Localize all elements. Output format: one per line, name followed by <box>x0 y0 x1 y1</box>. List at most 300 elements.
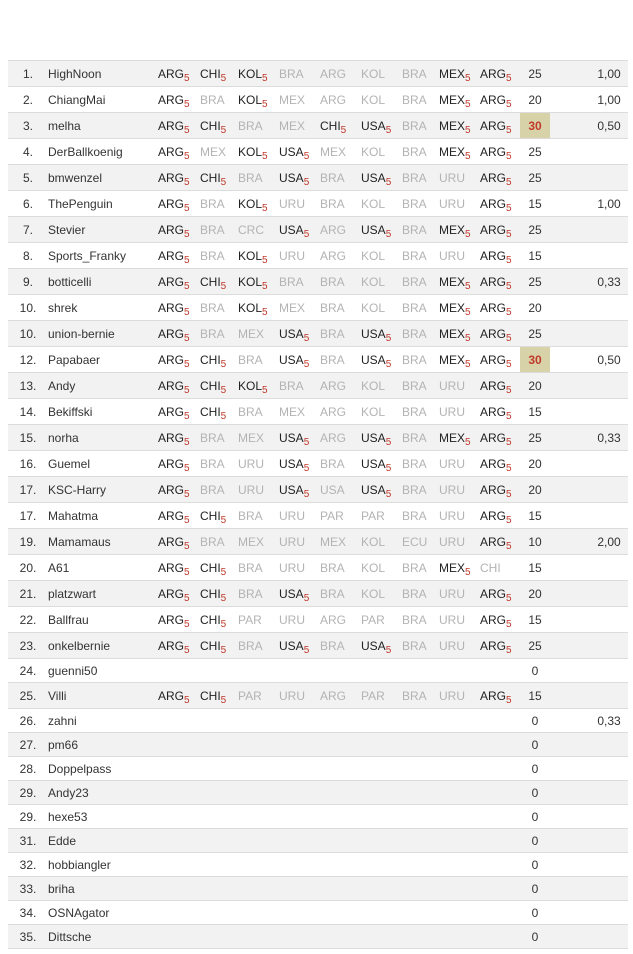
tip-cell <box>238 87 279 113</box>
table-row <box>8 347 628 373</box>
ranking-table-wrapper <box>8 60 628 949</box>
tip-points: 5 <box>220 514 227 526</box>
tip-points: 5 <box>262 306 268 318</box>
tip-country: BRA <box>238 586 263 601</box>
tip-points: 5 <box>184 176 190 188</box>
tip-points: 5 <box>385 436 392 448</box>
tip-points: 5 <box>220 592 227 604</box>
round-points: 25 <box>528 170 542 185</box>
tip-cell <box>320 529 361 555</box>
tip-country: BRA <box>320 196 345 211</box>
tip-cell <box>279 113 320 139</box>
tip-country: BRA <box>402 638 427 653</box>
tip-points: 5 <box>506 306 512 318</box>
tip-cell <box>279 853 320 877</box>
tip-country: BRA <box>402 300 427 315</box>
tip-country: ARG <box>480 456 507 471</box>
tip-cell <box>158 61 200 87</box>
tip-country: BRA <box>320 456 345 471</box>
tip-cell <box>361 61 402 87</box>
tip-cell <box>361 709 402 733</box>
tip-cell <box>279 425 320 451</box>
tip-cell <box>361 581 402 607</box>
player-name: Ballfrau <box>48 612 89 627</box>
tip-cell <box>238 61 279 87</box>
tip-country: BRA <box>402 508 427 523</box>
tip-country: ARG <box>158 508 185 523</box>
tip-country: URU <box>279 688 305 703</box>
tip-points: 5 <box>506 72 512 84</box>
table-row <box>8 757 628 781</box>
spacer-cell <box>550 757 590 781</box>
tip-country: ARG <box>480 170 507 185</box>
bonus-points <box>590 243 628 269</box>
tip-points: 5 <box>184 358 190 370</box>
tip-cell <box>320 87 361 113</box>
tip-country: PAR <box>361 688 385 703</box>
table-row <box>8 709 628 733</box>
tip-cell <box>238 165 279 191</box>
tip-country: URU <box>439 586 465 601</box>
bonus-points <box>590 683 628 709</box>
table-row <box>8 425 628 451</box>
tip-cell <box>439 659 480 683</box>
tip-cell <box>279 373 320 399</box>
tip-country: ARG <box>480 508 507 523</box>
tip-country: URU <box>439 404 465 419</box>
tip-cell <box>402 399 439 425</box>
tip-country: ARG <box>158 688 185 703</box>
tip-country: BRA <box>238 404 263 419</box>
tip-points: 5 <box>506 176 512 188</box>
table-row <box>8 529 628 555</box>
tip-cell <box>200 581 238 607</box>
round-points: 0 <box>531 857 539 872</box>
bonus-points <box>590 295 628 321</box>
tip-points: 5 <box>303 436 310 448</box>
table-row <box>8 659 628 683</box>
tip-cell <box>439 373 480 399</box>
player-name: union-bernie <box>48 326 115 341</box>
tip-cell <box>200 805 238 829</box>
tip-points: 5 <box>303 150 310 162</box>
tip-country: ARG <box>480 534 507 549</box>
tip-cell <box>361 295 402 321</box>
tip-points: 5 <box>184 488 190 500</box>
table-row <box>8 503 628 529</box>
tip-cell <box>361 853 402 877</box>
tip-cell <box>158 165 200 191</box>
tip-cell <box>200 757 238 781</box>
tip-points: 5 <box>506 358 512 370</box>
round-points: 20 <box>528 92 542 107</box>
tip-points: 5 <box>184 98 190 110</box>
player-name: pm66 <box>48 737 79 752</box>
tip-country: BRA <box>402 456 427 471</box>
tip-cell <box>158 709 200 733</box>
tip-country: BRA <box>238 638 263 653</box>
tip-country: ARG <box>158 170 185 185</box>
tip-cell <box>158 321 200 347</box>
tip-cell <box>320 243 361 269</box>
table-row <box>8 805 628 829</box>
round-points: 0 <box>531 881 539 896</box>
tip-cell <box>480 877 520 901</box>
tip-cell <box>158 805 200 829</box>
tip-points: 5 <box>184 592 190 604</box>
tip-country: BRA <box>402 170 427 185</box>
tip-cell <box>158 555 200 581</box>
tip-country: CRC <box>238 222 264 237</box>
tip-points: 5 <box>184 72 190 84</box>
tip-cell <box>439 61 480 87</box>
bonus-points <box>590 901 628 925</box>
rank-cell: 15. <box>19 430 37 445</box>
spacer-cell <box>550 321 590 347</box>
tip-cell <box>402 877 439 901</box>
table-row <box>8 925 628 949</box>
tip-points: 5 <box>465 436 471 448</box>
tip-country: ARG <box>158 534 185 549</box>
rank-cell: 27. <box>19 737 37 752</box>
tip-cell <box>238 757 279 781</box>
tip-cell <box>439 87 480 113</box>
tip-cell <box>238 269 279 295</box>
tip-points: 5 <box>262 202 268 214</box>
tip-country: BRA <box>238 170 263 185</box>
round-points: 15 <box>528 248 542 263</box>
tip-cell <box>200 451 238 477</box>
tip-country: KOL <box>361 378 386 393</box>
tip-cell <box>320 555 361 581</box>
tip-cell <box>238 451 279 477</box>
tip-cell <box>238 877 279 901</box>
tip-points: 5 <box>465 280 471 292</box>
tip-cell <box>200 217 238 243</box>
tip-cell <box>158 581 200 607</box>
tip-points: 5 <box>220 358 227 370</box>
tip-cell <box>158 925 200 949</box>
tip-country: CHI <box>200 638 221 653</box>
tip-cell <box>279 709 320 733</box>
tip-country: BRA <box>320 274 345 289</box>
spacer-cell <box>550 503 590 529</box>
player-name: Mamamaus <box>48 534 111 549</box>
rank-cell: 2. <box>22 92 33 107</box>
tip-cell <box>200 425 238 451</box>
tip-cell <box>320 781 361 805</box>
player-name: Stevier <box>48 222 86 237</box>
tip-country: BRA <box>402 92 427 107</box>
tip-points: 5 <box>385 358 392 370</box>
rank-cell: 29. <box>19 809 37 824</box>
tip-country: BRA <box>320 326 345 341</box>
tip-country: ARG <box>158 118 185 133</box>
tip-points: 5 <box>506 436 512 448</box>
rank-cell: 3. <box>22 118 33 133</box>
bonus-points <box>590 555 628 581</box>
tip-points: 5 <box>465 306 471 318</box>
tip-cell <box>200 139 238 165</box>
tip-country: BRA <box>320 560 345 575</box>
tip-cell <box>439 269 480 295</box>
tip-cell <box>279 243 320 269</box>
tip-country: KOL <box>238 274 263 289</box>
tip-cell <box>200 165 238 191</box>
tip-country: USA <box>361 118 386 133</box>
tip-cell <box>320 877 361 901</box>
tip-points: 5 <box>184 332 190 344</box>
rank-cell: 25. <box>19 688 37 703</box>
tip-country: MEX <box>439 144 466 159</box>
tip-country: MEX <box>439 560 466 575</box>
tip-cell <box>480 581 520 607</box>
player-name: KSC-Harry <box>48 482 107 497</box>
round-points: 0 <box>531 713 539 728</box>
bonus-points <box>590 503 628 529</box>
tip-points: 5 <box>220 280 227 292</box>
tip-cell <box>238 529 279 555</box>
tip-country: KOL <box>361 300 386 315</box>
tip-country: ARG <box>480 404 507 419</box>
spacer-cell <box>550 477 590 503</box>
bonus-points: 0,33 <box>597 274 621 289</box>
tip-cell <box>279 607 320 633</box>
tip-cell <box>439 829 480 853</box>
tip-cell <box>480 805 520 829</box>
tip-country: BRA <box>200 300 225 315</box>
tip-cell <box>361 87 402 113</box>
tip-cell <box>279 555 320 581</box>
tip-cell <box>238 633 279 659</box>
tip-country: MEX <box>439 222 466 237</box>
tip-cell <box>402 477 439 503</box>
tip-cell <box>200 733 238 757</box>
tip-points: 5 <box>220 566 227 578</box>
tip-cell <box>480 113 520 139</box>
rank-cell: 17. <box>19 482 37 497</box>
tip-country: ARG <box>480 300 507 315</box>
tip-cell <box>480 373 520 399</box>
tip-cell <box>320 347 361 373</box>
table-row <box>8 853 628 877</box>
tip-cell <box>402 191 439 217</box>
round-points: 0 <box>531 785 539 800</box>
tip-country: KOL <box>361 534 386 549</box>
tip-cell <box>402 659 439 683</box>
spacer-cell <box>550 829 590 853</box>
tip-cell <box>320 829 361 853</box>
tip-cell <box>480 607 520 633</box>
table-row <box>8 139 628 165</box>
tip-country: USA <box>279 352 304 367</box>
spacer-cell <box>550 853 590 877</box>
tip-cell <box>480 217 520 243</box>
tip-cell <box>361 425 402 451</box>
tip-cell <box>439 757 480 781</box>
rank-cell: 1. <box>22 66 33 81</box>
tip-cell <box>480 425 520 451</box>
tip-country: BRA <box>402 66 427 81</box>
spacer-cell <box>550 733 590 757</box>
tip-country: ARG <box>158 378 185 393</box>
tip-cell <box>480 165 520 191</box>
round-points: 0 <box>531 737 539 752</box>
tip-cell <box>480 451 520 477</box>
table-row <box>8 113 628 139</box>
round-points: 0 <box>531 905 539 920</box>
tip-cell <box>361 901 402 925</box>
tip-country: KOL <box>361 248 386 263</box>
tip-cell <box>439 555 480 581</box>
tip-cell <box>200 269 238 295</box>
tip-points: 5 <box>385 462 392 474</box>
tip-cell <box>200 781 238 805</box>
tip-cell <box>402 683 439 709</box>
tip-cell <box>361 139 402 165</box>
tip-country: USA <box>279 222 304 237</box>
tip-points: 5 <box>385 644 392 656</box>
round-points: 30 <box>520 113 550 139</box>
tip-country: USA <box>279 144 304 159</box>
tip-cell <box>238 829 279 853</box>
tip-country: MEX <box>200 144 227 159</box>
rank-cell: 29. <box>19 785 37 800</box>
table-row <box>8 733 628 757</box>
tip-country: BRA <box>320 638 345 653</box>
tip-cell <box>361 451 402 477</box>
tip-points: 5 <box>506 462 512 474</box>
tip-cell <box>279 757 320 781</box>
player-name: Andy <box>48 378 76 393</box>
tip-cell <box>402 757 439 781</box>
round-points: 30 <box>520 347 550 373</box>
tip-country: ARG <box>158 352 185 367</box>
tip-points: 5 <box>303 592 310 604</box>
tip-cell <box>200 295 238 321</box>
tip-cell <box>402 139 439 165</box>
tip-country: KOL <box>238 300 263 315</box>
tip-country: USA <box>361 430 386 445</box>
tip-cell <box>439 139 480 165</box>
tip-points: 5 <box>506 124 512 136</box>
tip-cell <box>361 217 402 243</box>
tip-cell <box>439 709 480 733</box>
spacer-cell <box>550 925 590 949</box>
tip-country: CHI <box>200 612 221 627</box>
tip-cell <box>200 321 238 347</box>
round-points: 15 <box>528 560 542 575</box>
tip-cell <box>158 139 200 165</box>
tip-country: CHI <box>200 378 221 393</box>
tip-points: 5 <box>184 202 190 214</box>
tip-cell <box>480 781 520 805</box>
rank-cell: 35. <box>19 929 37 944</box>
tip-cell <box>320 217 361 243</box>
tip-points: 5 <box>465 358 471 370</box>
tip-country: URU <box>439 534 465 549</box>
table-row <box>8 269 628 295</box>
tip-cell <box>238 503 279 529</box>
tip-points: 5 <box>506 488 512 500</box>
tip-cell <box>439 477 480 503</box>
tip-cell <box>238 733 279 757</box>
tip-cell <box>439 925 480 949</box>
bonus-points <box>590 139 628 165</box>
tip-country: ARG <box>480 482 507 497</box>
tip-points: 5 <box>184 228 190 240</box>
tip-country: BRA <box>279 378 304 393</box>
tip-country: ARG <box>480 638 507 653</box>
tip-cell <box>320 709 361 733</box>
tip-cell <box>439 243 480 269</box>
bonus-points: 0,33 <box>597 430 621 445</box>
player-name: shrek <box>48 300 78 315</box>
tip-cell <box>238 683 279 709</box>
tip-cell <box>361 529 402 555</box>
tip-cell <box>320 451 361 477</box>
tip-country: BRA <box>402 560 427 575</box>
tip-cell <box>279 321 320 347</box>
tip-points: 5 <box>262 384 268 396</box>
tip-cell <box>320 321 361 347</box>
tip-country: ARG <box>158 404 185 419</box>
tip-cell <box>158 853 200 877</box>
tip-cell <box>158 399 200 425</box>
rank-cell: 7. <box>22 222 33 237</box>
tip-cell <box>238 853 279 877</box>
tip-country: CHI <box>200 118 221 133</box>
round-points: 0 <box>531 663 539 678</box>
tip-country: USA <box>279 586 304 601</box>
tip-cell <box>361 877 402 901</box>
tip-country: USA <box>279 170 304 185</box>
tip-cell <box>158 347 200 373</box>
spacer-cell <box>550 451 590 477</box>
rank-cell: 20. <box>19 560 37 575</box>
table-row <box>8 877 628 901</box>
tip-cell <box>361 555 402 581</box>
tip-cell <box>158 269 200 295</box>
tip-cell <box>320 853 361 877</box>
tip-points: 5 <box>184 566 190 578</box>
tip-country: BRA <box>402 586 427 601</box>
spacer-cell <box>550 139 590 165</box>
tip-country: BRA <box>320 300 345 315</box>
tip-points: 5 <box>184 618 190 630</box>
tip-cell <box>279 217 320 243</box>
spacer-cell <box>550 805 590 829</box>
tip-country: ARG <box>158 92 185 107</box>
tip-cell <box>279 781 320 805</box>
tip-country: ARG <box>480 352 507 367</box>
tip-country: KOL <box>238 378 263 393</box>
bonus-points <box>590 925 628 949</box>
tip-points: 5 <box>303 644 310 656</box>
tip-cell <box>279 805 320 829</box>
tip-country: ARG <box>158 560 185 575</box>
tip-country: ARG <box>158 612 185 627</box>
tip-points: 5 <box>220 618 227 630</box>
bonus-points <box>590 757 628 781</box>
spacer-cell <box>550 243 590 269</box>
player-name: Bekiffski <box>48 404 93 419</box>
tip-points: 5 <box>303 228 310 240</box>
round-points: 15 <box>528 612 542 627</box>
tip-country: BRA <box>402 144 427 159</box>
tip-cell <box>238 925 279 949</box>
tip-country: BRA <box>320 352 345 367</box>
